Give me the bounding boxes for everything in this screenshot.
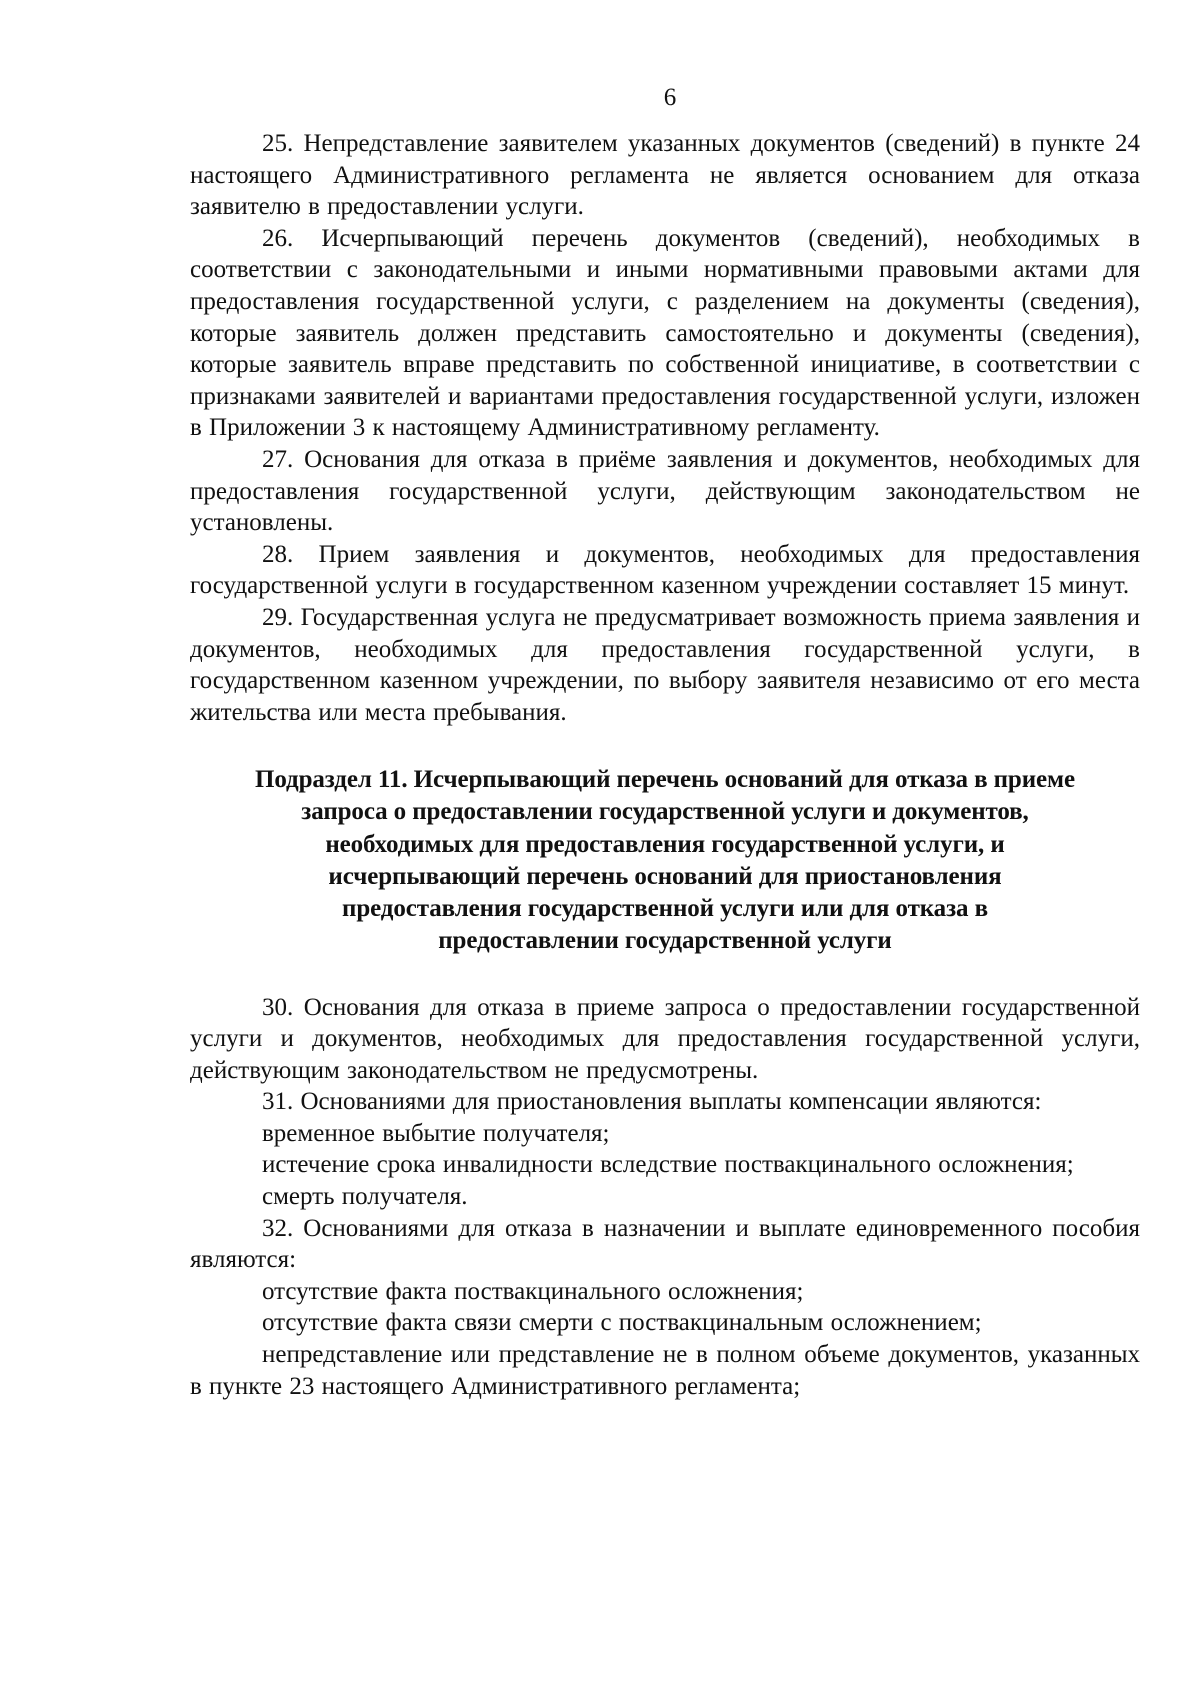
subsection-heading: [190, 764, 1140, 957]
heading-line: исчерпывающий перечень оснований для приостановления: [328, 862, 1002, 890]
paragraph-25: 25. Непредставление заявителем указанных документов (сведений) в пункте 24 настоящего Административного регламента не является основанием для отказа заявителю в предоставлении услуги.: [190, 130, 1140, 221]
heading-line: предоставления государственной услуги или для отказа в: [342, 895, 988, 923]
heading-line: Подраздел 11. Исчерпывающий перечень оснований для отказа в приеме: [255, 766, 1075, 794]
list-item: отсутствие факта связи смерти с поствакцинальным осложнением;: [262, 1309, 982, 1337]
paragraph-26: 26. Исчерпывающий перечень документов (сведений), необходимых в соответствии с законодательными и иными нормативными правовыми актами для предоставления государственной услуги, с разделением на документы (сведения), которые заявитель должен представить самостоятельно и документы (сведения), которые заявитель вправе представить по собственной инициативе, в соответствии с признаками заявителей и вариантами предоставления государственной услуги, изложен в Приложении 3 к настоящему Административному регламенту.: [190, 224, 1140, 442]
list-item: смерть получателя.: [262, 1183, 468, 1211]
list-item: отсутствие факта поствакцинального осложнения;: [262, 1277, 804, 1305]
document-page: [190, 70, 1140, 1402]
list-item: временное выбытие получателя;: [262, 1119, 610, 1147]
paragraph-31: 31. Основаниями для приостановления выплаты компенсации являются:: [262, 1088, 1042, 1116]
list-item: непредставление или представление не в полном объеме документов, указанных в пункте 23 настоящего Административного регламента;: [190, 1341, 1140, 1400]
list-item: истечение срока инвалидности вследствие поствакцинального осложнения;: [262, 1151, 1074, 1179]
heading-line: предоставлении государственной услуги: [438, 927, 892, 955]
paragraph-30: 30. Основания для отказа в приеме запроса о предоставлении государственной услуги и документов, необходимых для предоставления государственной услуги, действующим законодательством не предусмотрены.: [190, 993, 1140, 1084]
heading-line: необходимых для предоставления государственной услуги, и: [325, 830, 1005, 858]
paragraph-27: 27. Основания для отказа в приёме заявления и документов, необходимых для предоставления государственной услуги, действующим законодательством не установлены.: [190, 445, 1140, 537]
page-number: 6: [663, 84, 677, 111]
heading-line: запроса о предоставлении государственной услуги и документов,: [301, 798, 1029, 826]
paragraph-29: 29. Государственная услуга не предусматривает возможность приема заявления и документов, необходимых для предоставления государственной услуги, в государственном казенном учреждении, по выбору заявителя независимо от его места жительства или места пребывания.: [190, 603, 1140, 726]
paragraph-28: 28. Прием заявления и документов, необходимых для предоставления государственной услуги в государственном казенном учреждении составляет 15 минут.: [190, 540, 1140, 600]
paragraph-32: 32. Основаниями для отказа в назначении и выплате единовременного пособия являются:: [190, 1214, 1140, 1274]
